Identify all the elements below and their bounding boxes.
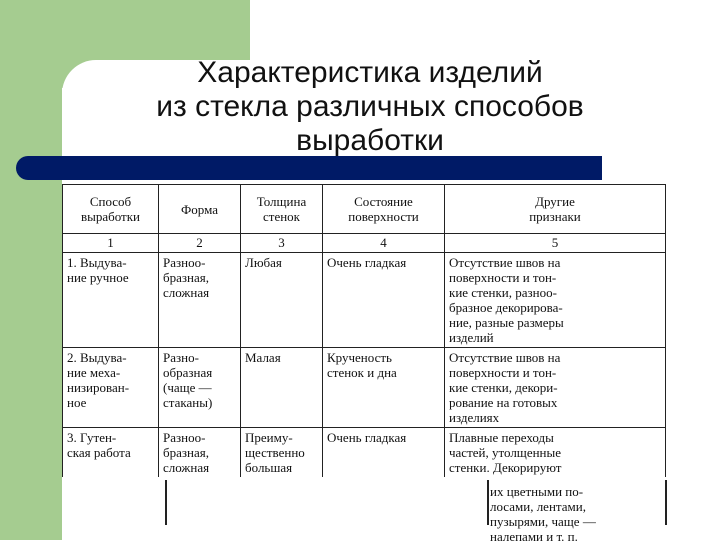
header-thickness: Толщина стенок	[241, 185, 323, 234]
table-cell: 2. Выдува- ние меха- низирован- ное	[63, 348, 159, 428]
table-cell: Преиму- щественно большая	[241, 428, 323, 478]
table-cell: Очень гладкая	[323, 253, 445, 348]
slide-title	[100, 56, 640, 158]
table-cell: 1. Выдува- ние ручное	[63, 253, 159, 348]
table-cell: Любая	[241, 253, 323, 348]
column-number: 3	[241, 234, 323, 253]
table-header-row	[63, 185, 666, 234]
column-number: 2	[159, 234, 241, 253]
title-line-2: из стекла различных способов	[156, 90, 584, 123]
header-surface: Состояние поверхности	[323, 185, 445, 234]
table-row	[63, 428, 666, 478]
column-number: 1	[63, 234, 159, 253]
table-cell: Крученость стенок и дна	[323, 348, 445, 428]
decor-navy-bar	[16, 156, 602, 180]
table-rule	[487, 480, 489, 525]
table-row	[63, 348, 666, 428]
table-cell: Плавные переходы частей, утолщенные стенки. Декорируют	[445, 428, 666, 478]
table-cell: Разноо- бразная, сложная	[159, 253, 241, 348]
table-cell: Малая	[241, 348, 323, 428]
table-cell: Отсутствие швов на поверхности и тон- кие стенки, декори- рование на готовых изделиях	[445, 348, 666, 428]
header-method: Способ выработки	[63, 185, 159, 234]
table-rule	[165, 480, 167, 525]
table-cell: Отсутствие швов на поверхности и тон- кие стенки, разноо- бразное декорирова- ние, разные размеры изделий	[445, 253, 666, 348]
table-cell: Очень гладкая	[323, 428, 445, 478]
table-cell: Разноо- бразная, сложная	[159, 428, 241, 478]
column-number: 4	[323, 234, 445, 253]
title-line-1: Характеристика изделий	[197, 56, 543, 89]
header-form: Форма	[159, 185, 241, 234]
table-cell: 3. Гутен- ская работа	[63, 428, 159, 478]
glass-products-table	[62, 184, 666, 477]
column-number: 5	[445, 234, 666, 253]
title-line-3: выработки	[296, 124, 444, 157]
header-other: Другие признаки	[445, 185, 666, 234]
table-number-row	[63, 234, 666, 253]
table-row	[63, 253, 666, 348]
table-overflow-text: их цветными по- лосами, лентами, пузырями, чаще — налепами и т. п.	[490, 484, 596, 544]
table-cell: Разно- образная (чаще — стаканы)	[159, 348, 241, 428]
